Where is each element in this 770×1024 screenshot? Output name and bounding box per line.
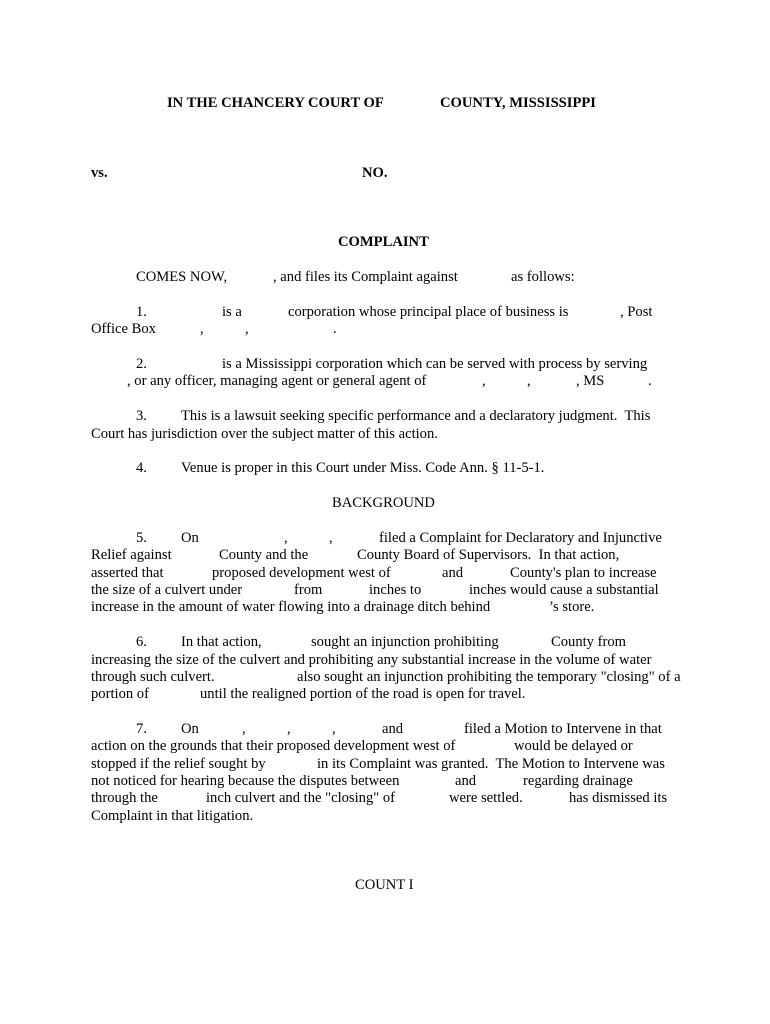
- p3-number: 3.: [136, 408, 147, 424]
- p7-text: Complaint in that litigation.: [91, 808, 254, 824]
- p6-text: until the realigned portion of the road is open for travel.: [200, 686, 526, 702]
- p6-text: increasing the size of the culvert and prohibiting any substantial increase in the volume of water: [91, 652, 652, 668]
- p7-text: ,: [242, 721, 246, 737]
- section-heading-background: BACKGROUND: [332, 495, 435, 511]
- p7-text: were settled.: [449, 790, 523, 806]
- p1-text: ,: [245, 321, 249, 337]
- p1-text: is a: [222, 304, 242, 320]
- p7-text: through the: [91, 790, 158, 806]
- p6-text: portion of: [91, 686, 149, 702]
- p2-text: is a Mississippi corporation which can be served with process by serving: [222, 356, 648, 372]
- p5-text: inches would cause a substantial: [469, 582, 659, 598]
- p1-text: ,: [200, 321, 204, 337]
- p5-text: the size of a culvert under: [91, 582, 243, 598]
- p7-text: regarding drainage: [523, 773, 633, 789]
- p6-text: County from: [551, 634, 626, 650]
- p7-text: ,: [332, 721, 336, 737]
- p2-number: 2.: [136, 356, 147, 372]
- p2-text: ,: [482, 373, 486, 389]
- p5-text: and: [442, 565, 464, 581]
- vs-label: vs.: [91, 165, 108, 181]
- p3-text: This is a lawsuit seeking specific performance and a declaratory judgment. This: [181, 408, 651, 424]
- p1-number: 1.: [136, 304, 147, 320]
- p2-text: .: [648, 373, 652, 389]
- p5-number: 5.: [136, 530, 147, 546]
- p5-text: ,: [329, 530, 333, 546]
- p7-text: inch culvert and the "closing" of: [206, 790, 396, 806]
- intro-text-3: as follows:: [511, 269, 575, 285]
- p5-text: increase in the amount of water flowing into a drainage ditch behind: [91, 599, 491, 615]
- p1-text: corporation whose principal place of business is: [288, 304, 569, 320]
- p5-text: County Board of Supervisors. In that action,: [357, 547, 620, 563]
- p5-text: On: [181, 530, 199, 546]
- p5-text: County's plan to increase: [510, 565, 657, 581]
- p2-text: ,: [527, 373, 531, 389]
- p5-text: proposed development west of: [212, 565, 391, 581]
- section-heading-count-1: COUNT I: [355, 877, 414, 893]
- p7-text: has dismissed its: [569, 790, 668, 806]
- p5-text: Relief against: [91, 547, 172, 563]
- court-heading-left: IN THE CHANCERY COURT OF: [167, 95, 384, 111]
- p7-text: ,: [287, 721, 291, 737]
- p1-text: Office Box: [91, 321, 156, 337]
- p7-text: would be delayed or: [514, 738, 633, 754]
- p1-text: .: [333, 321, 337, 337]
- p6-text: through such culvert.: [91, 669, 215, 685]
- p6-text: sought an injunction prohibiting: [311, 634, 499, 650]
- p5-text: ’s store.: [549, 599, 595, 615]
- intro-text-1: COMES NOW,: [136, 269, 228, 285]
- p7-number: 7.: [136, 721, 147, 737]
- p5-text: inches to: [369, 582, 422, 598]
- p7-text: and: [455, 773, 477, 789]
- p4-text: Venue is proper in this Court under Miss. Code Ann. § 11-5-1.: [181, 460, 545, 476]
- p5-text: ,: [284, 530, 288, 546]
- intro-text-2: , and files its Complaint against: [273, 269, 458, 285]
- p3-text: Court has jurisdiction over the subject matter of this action.: [91, 426, 438, 442]
- p5-text: filed a Complaint for Declaratory and Injunctive: [379, 530, 662, 546]
- document-title: COMPLAINT: [338, 234, 429, 250]
- p4-number: 4.: [136, 460, 147, 476]
- p6-text: In that action,: [181, 634, 262, 650]
- p7-text: stopped if the relief sought by: [91, 756, 266, 772]
- p2-text: , MS: [576, 373, 605, 389]
- p5-text: County and the: [219, 547, 309, 563]
- p2-text: , or any officer, managing agent or general agent of: [127, 373, 427, 389]
- p5-text: asserted that: [91, 565, 164, 581]
- p6-number: 6.: [136, 634, 147, 650]
- p7-text: and: [382, 721, 404, 737]
- court-heading-right: COUNTY, MISSISSIPPI: [440, 95, 596, 111]
- p7-text: On: [181, 721, 199, 737]
- p5-text: from: [294, 582, 323, 598]
- p7-text: filed a Motion to Intervene in that: [464, 721, 662, 737]
- p7-text: not noticed for hearing because the disputes between: [91, 773, 400, 789]
- p7-text: in its Complaint was granted. The Motion to Intervene was: [317, 756, 665, 772]
- case-number-label: NO.: [362, 165, 388, 181]
- p6-text: also sought an injunction prohibiting the temporary "closing" of a: [297, 669, 681, 685]
- p7-text: action on the grounds that their proposed development west of: [91, 738, 456, 754]
- p1-text: , Post: [620, 304, 653, 320]
